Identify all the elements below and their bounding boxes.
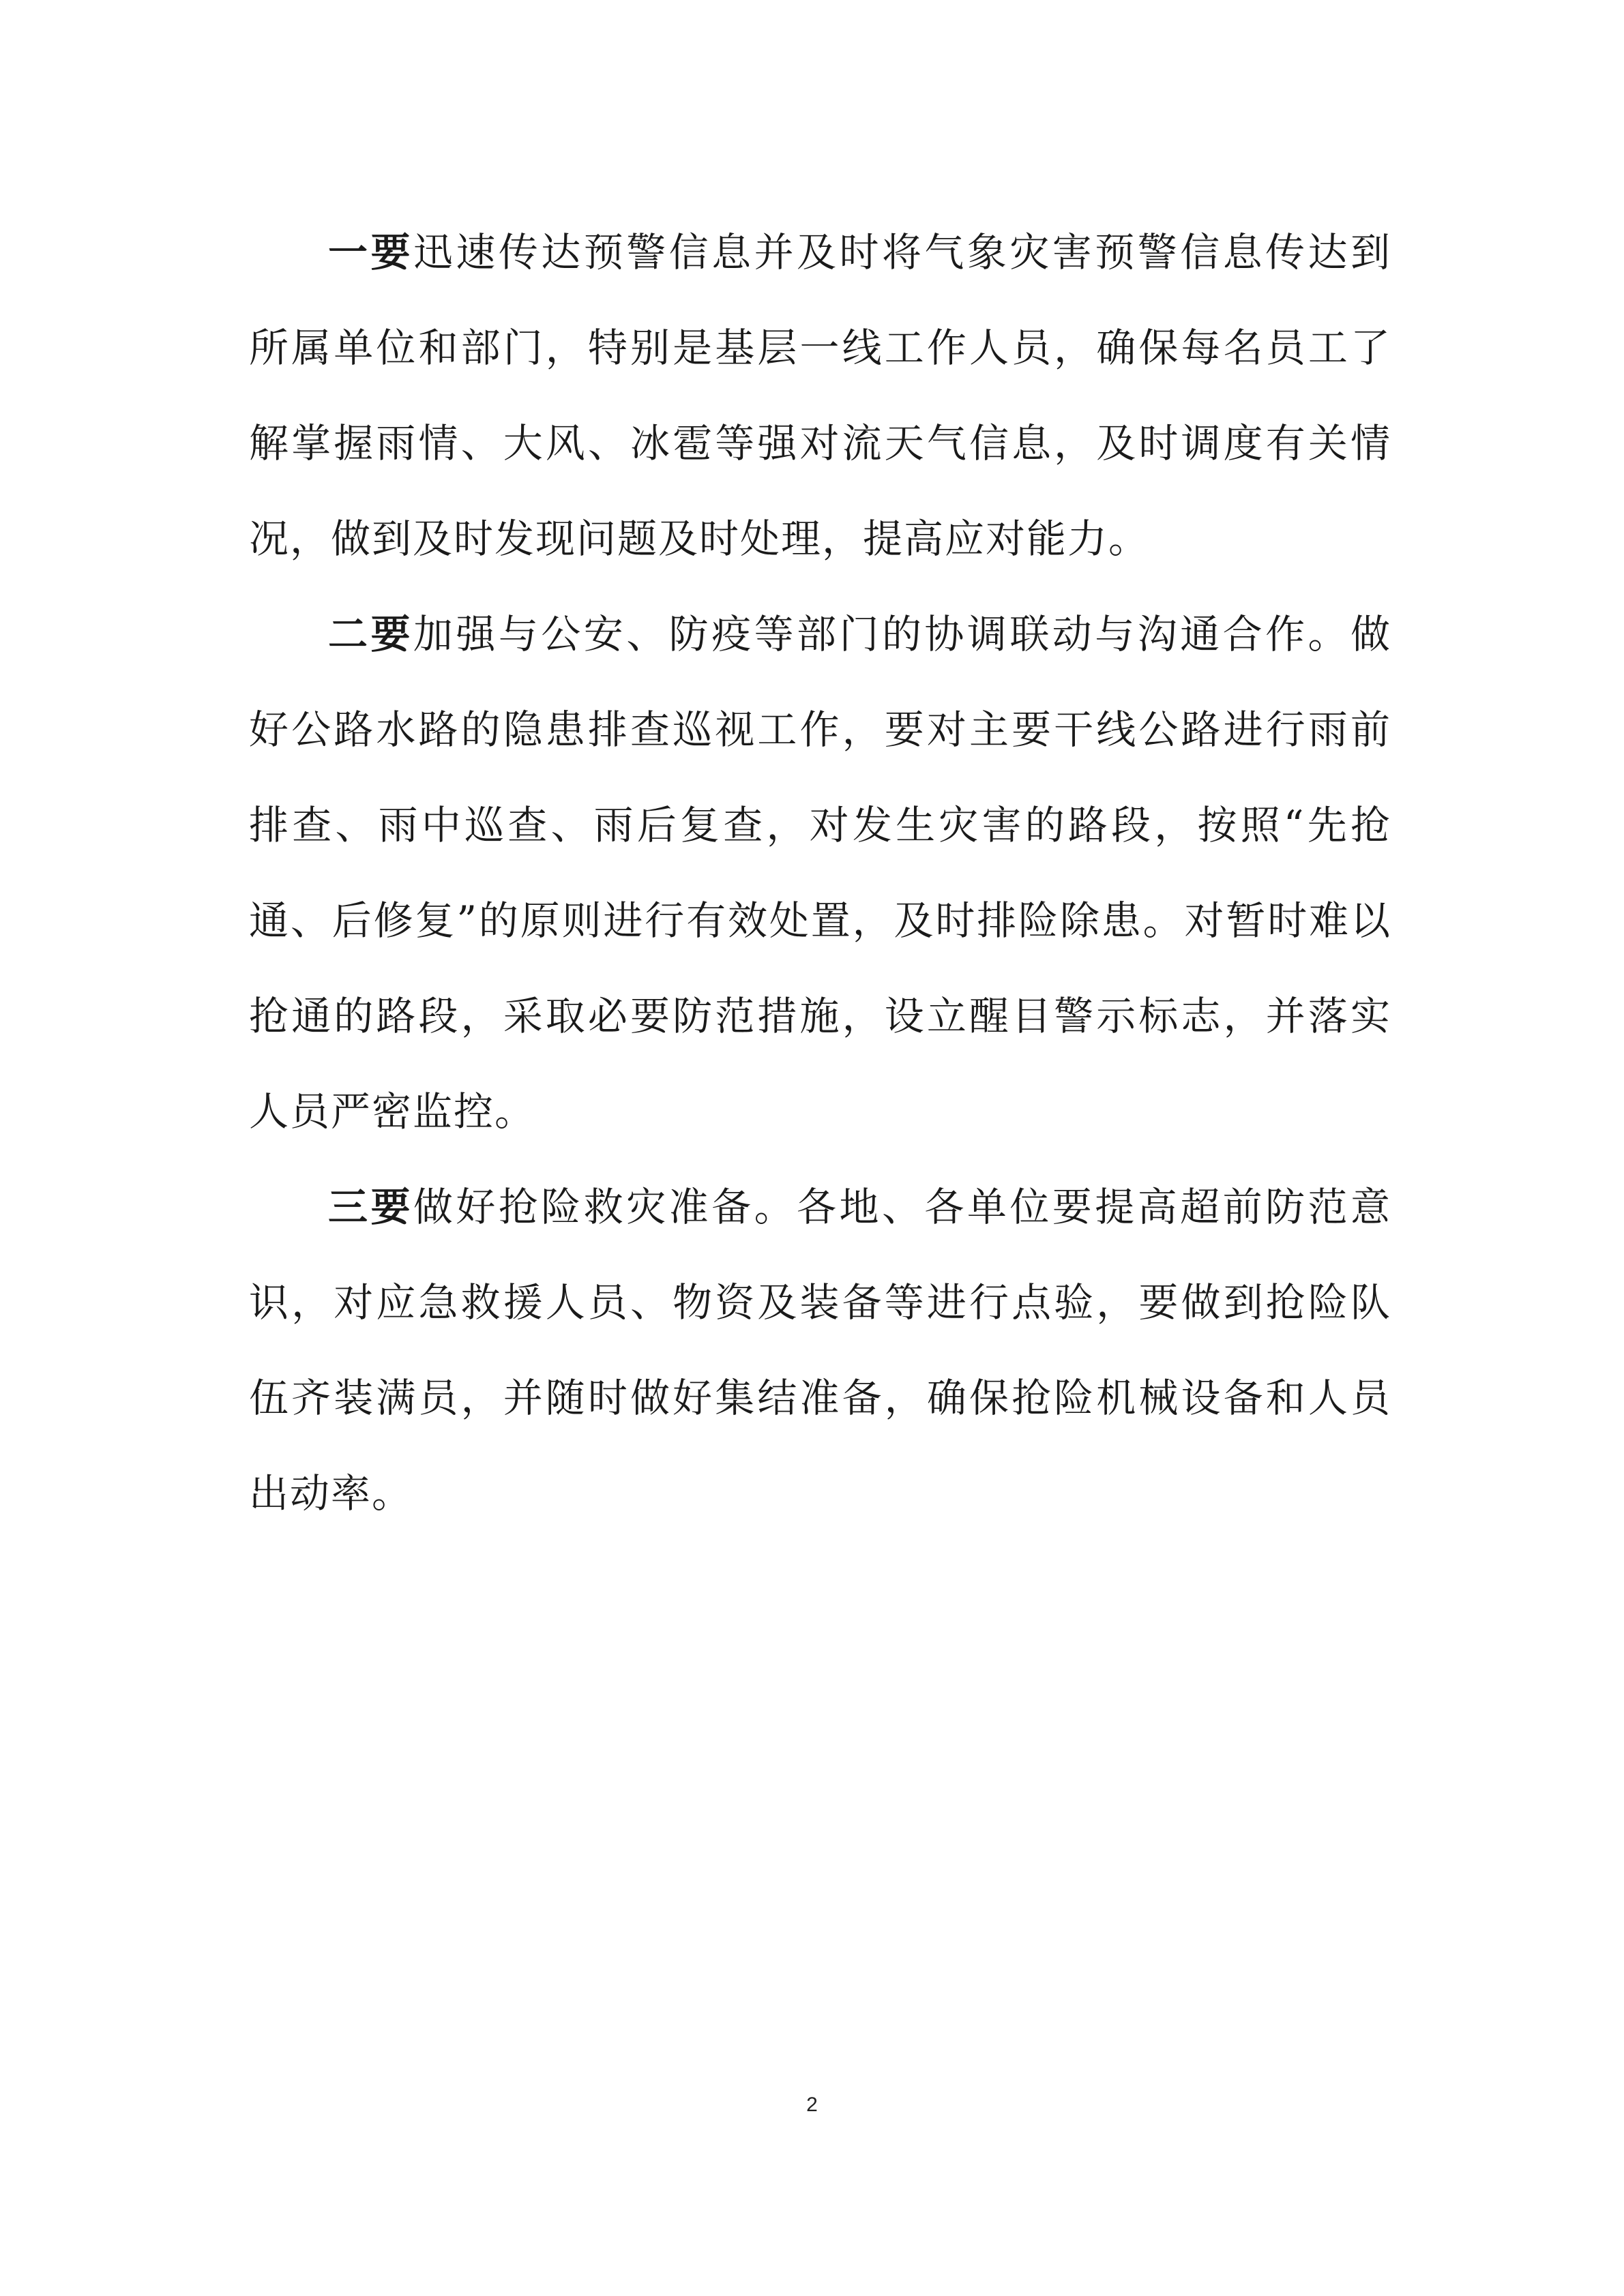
paragraph-1 <box>249 205 1391 586</box>
paragraph-3-text: 做好抢险救灾准备。各地、各单位要提高超前防范意识，对应急救援人员、物资及装备等进行点验，要做到抢险队伍齐装满员，并随时做好集结准备，确保抢险机械设备和人员出动率。 <box>249 1184 1391 1517</box>
paragraph-1-text: 迅速传达预警信息并及时将气象灾害预警信息传达到所属单位和部门，特别是基层一线工作人员，确保每名员工了解掌握雨情、大风、冰雹等强对流天气信息，及时调度有关情况，做到及时发现问题及时处理，提高应对能力。 <box>249 229 1391 562</box>
document-body <box>249 205 1391 1541</box>
paragraph-3-lead: 三要 <box>328 1184 413 1230</box>
paragraph-2-text: 加强与公安、防疫等部门的协调联动与沟通合作。做好公路水路的隐患排查巡视工作，要对主要干线公路进行雨前排查、雨中巡查、雨后复查，对发生灾害的路段，按照“先抢通、后修复”的原则进行有效处置，及时排险除患。对暂时难以抢通的路段，采取必要防范措施，设立醒目警示标志，并落实人员严密监控。 <box>249 611 1391 1135</box>
paragraph-1-lead: 一要 <box>328 229 413 275</box>
paragraph-2 <box>249 586 1391 1159</box>
paragraph-3 <box>249 1159 1391 1541</box>
paragraph-2-lead: 二要 <box>328 611 413 657</box>
page-number: 2 <box>806 2093 818 2116</box>
